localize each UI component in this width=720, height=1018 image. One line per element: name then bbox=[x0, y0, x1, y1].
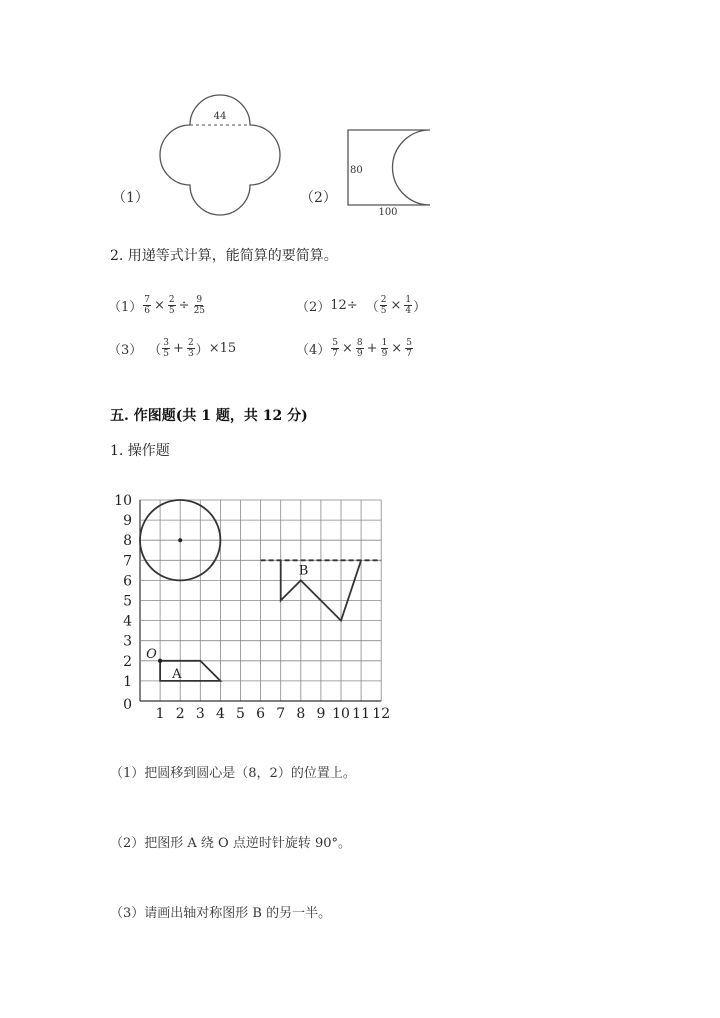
figure-1-flower-shape bbox=[150, 85, 300, 225]
figure-2-label: （2） bbox=[300, 190, 337, 206]
x-axis-labels bbox=[156, 706, 390, 722]
figure-2-height-label: 80 bbox=[350, 165, 363, 176]
y-tick-label: 1 bbox=[123, 673, 132, 690]
x-tick-label: 10 bbox=[332, 706, 350, 722]
x-tick-label: 5 bbox=[236, 706, 245, 722]
y-tick-label: 7 bbox=[123, 553, 132, 570]
paren-open: （ bbox=[365, 300, 379, 315]
x-tick-label: 7 bbox=[276, 706, 286, 722]
y-axis-labels bbox=[114, 493, 132, 713]
expression-2 bbox=[296, 295, 426, 316]
expression-label: （1） bbox=[108, 300, 143, 315]
y-tick-label: 3 bbox=[123, 633, 132, 650]
expression-label: （3） bbox=[108, 343, 143, 358]
instruction-1: （1）把圆移到圆心是（8，2）的位置上。 bbox=[110, 766, 356, 781]
fraction: $\frac{5}{7}$ bbox=[406, 338, 412, 359]
y-tick-label: 9 bbox=[123, 513, 132, 530]
fraction: $\frac{1}{9}$ bbox=[381, 338, 388, 359]
origin-label: O bbox=[146, 646, 157, 662]
paren-close: ） bbox=[195, 343, 209, 358]
fraction: $\frac{1}{4}$ bbox=[405, 295, 412, 316]
y-tick-label: 8 bbox=[123, 533, 132, 550]
y-tick-label: 6 bbox=[123, 573, 132, 590]
section-5-title: 五. 作图题(共 1 题，共 12 分) bbox=[110, 408, 308, 424]
origin-dot bbox=[158, 659, 162, 663]
x-tick-label: 11 bbox=[352, 706, 371, 722]
paren-close: ） bbox=[413, 300, 427, 315]
fraction: $\frac{2}{5}$ bbox=[380, 295, 387, 316]
figure-2-rect-semicircle bbox=[340, 125, 440, 220]
operator: ÷ bbox=[178, 298, 190, 313]
y-tick-label: 10 bbox=[114, 493, 132, 509]
x-tick-label: 12 bbox=[372, 706, 391, 722]
x-tick-label: 6 bbox=[256, 706, 266, 722]
instruction-2: （2）把图形 A 绕 O 点逆时针旋转 90°。 bbox=[110, 836, 352, 851]
expression-1 bbox=[108, 295, 207, 316]
expression-3 bbox=[108, 338, 236, 359]
expression-text: 12÷ bbox=[330, 298, 358, 313]
fraction: $\frac{3}{5}$ bbox=[163, 338, 170, 359]
flower-dimension-label: 44 bbox=[213, 111, 227, 122]
circle-center-dot bbox=[178, 538, 182, 542]
fraction: $\frac{9}{25}$ bbox=[193, 295, 206, 316]
y-tick-label: 0 bbox=[123, 697, 132, 713]
x-tick-label: 1 bbox=[155, 706, 165, 722]
y-tick-label: 2 bbox=[123, 653, 132, 670]
operator: × bbox=[391, 341, 403, 356]
fraction: $\frac{8}{9}$ bbox=[356, 338, 363, 359]
x-tick-label: 3 bbox=[195, 706, 205, 722]
figure-2-width-label: 100 bbox=[378, 207, 398, 218]
shape-a-label: A bbox=[172, 666, 182, 682]
fraction: $\frac{7}{6}$ bbox=[144, 295, 151, 316]
question-1-title: 1. 操作题 bbox=[110, 443, 170, 459]
figure-1-label: （1） bbox=[112, 190, 149, 206]
x-tick-label: 9 bbox=[316, 706, 326, 722]
instruction-3: （3）请画出轴对称图形 B 的另一半。 bbox=[110, 906, 332, 921]
operator: + bbox=[173, 341, 184, 356]
expression-text: ×15 bbox=[208, 341, 237, 356]
y-tick-label: 5 bbox=[123, 593, 132, 610]
operator: + bbox=[366, 341, 378, 356]
y-tick-label: 4 bbox=[123, 613, 132, 630]
expression-label: （4） bbox=[296, 343, 331, 358]
expression-label: （2） bbox=[296, 300, 331, 315]
fraction: $\frac{5}{7}$ bbox=[332, 338, 339, 359]
fraction: $\frac{2}{3}$ bbox=[187, 338, 194, 359]
question-2-title: 2. 用递等式计算，能简算的要简算。 bbox=[110, 248, 338, 264]
x-tick-label: 2 bbox=[175, 706, 185, 722]
operator: × bbox=[342, 341, 353, 356]
fraction: $\frac{2}{5}$ bbox=[168, 295, 175, 316]
shape-a bbox=[160, 661, 220, 681]
shape-b-label: B bbox=[298, 563, 309, 579]
expression-4 bbox=[296, 338, 414, 359]
x-tick-label: 8 bbox=[296, 706, 306, 722]
operator: × bbox=[154, 298, 165, 313]
coordinate-grid bbox=[110, 490, 400, 725]
paren-open: （ bbox=[148, 343, 162, 358]
x-tick-label: 4 bbox=[215, 706, 225, 722]
operator: × bbox=[390, 298, 402, 313]
